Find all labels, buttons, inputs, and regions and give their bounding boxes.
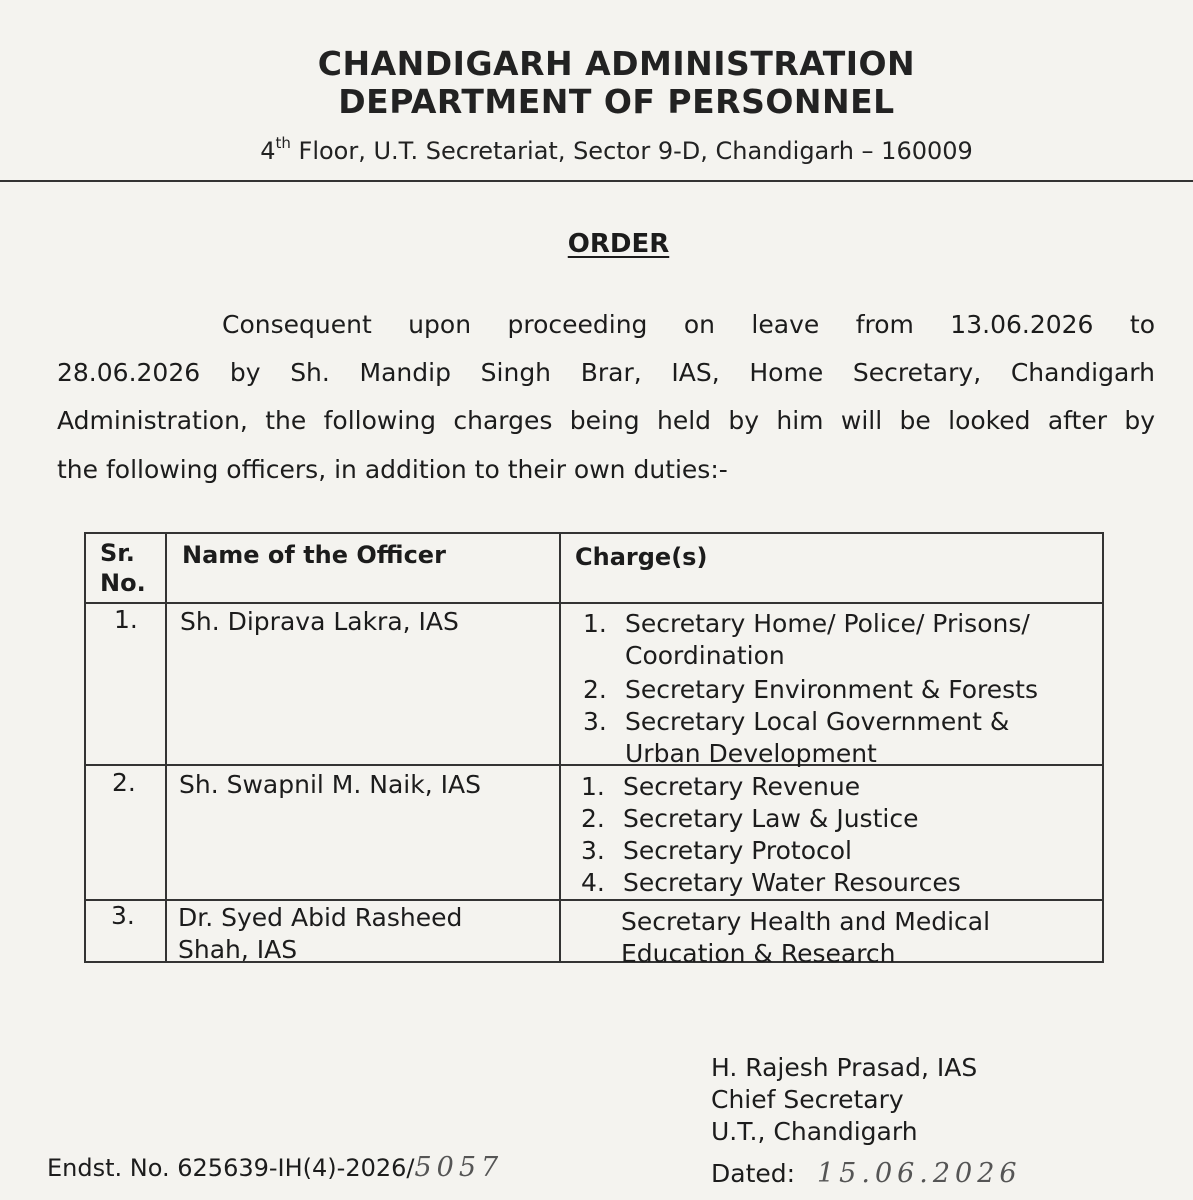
charge-text: Secretary Environment & Forests xyxy=(625,675,1039,704)
table-row-officer: Sh. Swapnil M. Naik, IAS xyxy=(179,770,481,799)
charge-text: Education & Research xyxy=(621,939,896,968)
address-floor-suffix: th xyxy=(275,134,291,152)
table-row-sr: 3. xyxy=(111,901,135,930)
paragraph-line: 28.06.2026 by Sh. Mandip Singh Brar, IAS, Home Secretary, Chandigarh xyxy=(57,358,1155,387)
charge-item xyxy=(581,867,961,899)
dated-label: Dated: xyxy=(711,1159,796,1188)
table-row-divider xyxy=(86,602,1102,604)
signatory-place: U.T., Chandigarh xyxy=(711,1117,918,1146)
table-header-officer: Name of the Officer xyxy=(182,541,446,569)
header-department: DEPARTMENT OF PERSONNEL xyxy=(338,82,895,121)
endorsement-number xyxy=(47,1152,503,1183)
signatory-block xyxy=(711,1052,977,1148)
header-divider xyxy=(0,180,1193,182)
header-address xyxy=(20,136,1193,165)
charge-text: Secretary Water Resources xyxy=(623,868,961,897)
charge-text: Secretary Health and Medical xyxy=(621,907,991,936)
endorsement-label: Endst. No. 625639-IH(4)-2026/ xyxy=(47,1154,415,1182)
charge-text: Secretary Protocol xyxy=(623,836,852,865)
paragraph-line: Administration, the following charges being held by him will be looked after by xyxy=(57,406,1155,435)
table-row-divider xyxy=(86,899,1102,901)
table-row-sr: 2. xyxy=(112,768,136,797)
paragraph-line: Consequent upon proceeding on leave from 13.06.2026 to xyxy=(222,310,1155,339)
table-row-sr: 1. xyxy=(114,605,138,634)
charge-item xyxy=(581,771,961,803)
charge-number: 3. xyxy=(581,836,605,865)
charge-item xyxy=(581,803,961,835)
table-row-officer: Sh. Diprava Lakra, IAS xyxy=(180,607,459,636)
table-column-divider xyxy=(559,534,561,961)
charge-number: 1. xyxy=(581,772,605,801)
charge-item xyxy=(583,674,1038,706)
handwritten-dispatch-number: 5057 xyxy=(414,1152,504,1183)
charge-text: Secretary Local Government & xyxy=(625,707,1010,736)
charge-item xyxy=(583,608,1038,672)
charge-text: Secretary Law & Justice xyxy=(623,804,919,833)
header-sr-line: Sr. xyxy=(100,539,135,567)
charge-number: 1. xyxy=(583,609,607,638)
table-header-charges: Charge(s) xyxy=(575,543,708,571)
table-header-sr xyxy=(100,538,146,598)
charge-list xyxy=(579,906,990,970)
charge-text: Urban Development xyxy=(625,739,877,768)
charges-table xyxy=(84,532,1104,968)
charge-item xyxy=(579,906,990,970)
officer-name-line: Shah, IAS xyxy=(178,935,298,964)
signatory-designation: Chief Secretary xyxy=(711,1085,904,1114)
charge-text: Secretary Revenue xyxy=(623,772,861,801)
charge-number: 4. xyxy=(581,868,605,897)
table-column-divider xyxy=(165,534,167,961)
charge-item xyxy=(583,706,1038,770)
signatory-name: H. Rajesh Prasad, IAS xyxy=(711,1053,978,1082)
charge-text: Secretary Home/ Police/ Prisons/ xyxy=(625,609,1030,638)
officer-name-line: Dr. Syed Abid Rasheed xyxy=(178,903,463,932)
charge-item xyxy=(581,835,961,867)
dated-line xyxy=(711,1158,1022,1189)
charge-number: 3. xyxy=(583,707,607,736)
header-sr-line: No. xyxy=(100,569,146,597)
charge-number: 2. xyxy=(581,804,605,833)
charge-list xyxy=(581,771,961,899)
address-floor-number: 4 xyxy=(260,137,276,165)
address-text: Floor, U.T. Secretariat, Sector 9-D, Chandigarh – 160009 xyxy=(298,137,973,165)
order-title: ORDER xyxy=(567,229,670,259)
charge-list xyxy=(583,608,1038,770)
paragraph-line: the following officers, in addition to their own duties:- xyxy=(57,455,728,484)
table-row-officer xyxy=(178,902,462,966)
charge-number: 2. xyxy=(583,675,607,704)
header-organization: CHANDIGARH ADMINISTRATION xyxy=(317,44,916,83)
charge-text: Coordination xyxy=(625,641,785,670)
handwritten-date: 15.06.2026 xyxy=(817,1158,1022,1189)
